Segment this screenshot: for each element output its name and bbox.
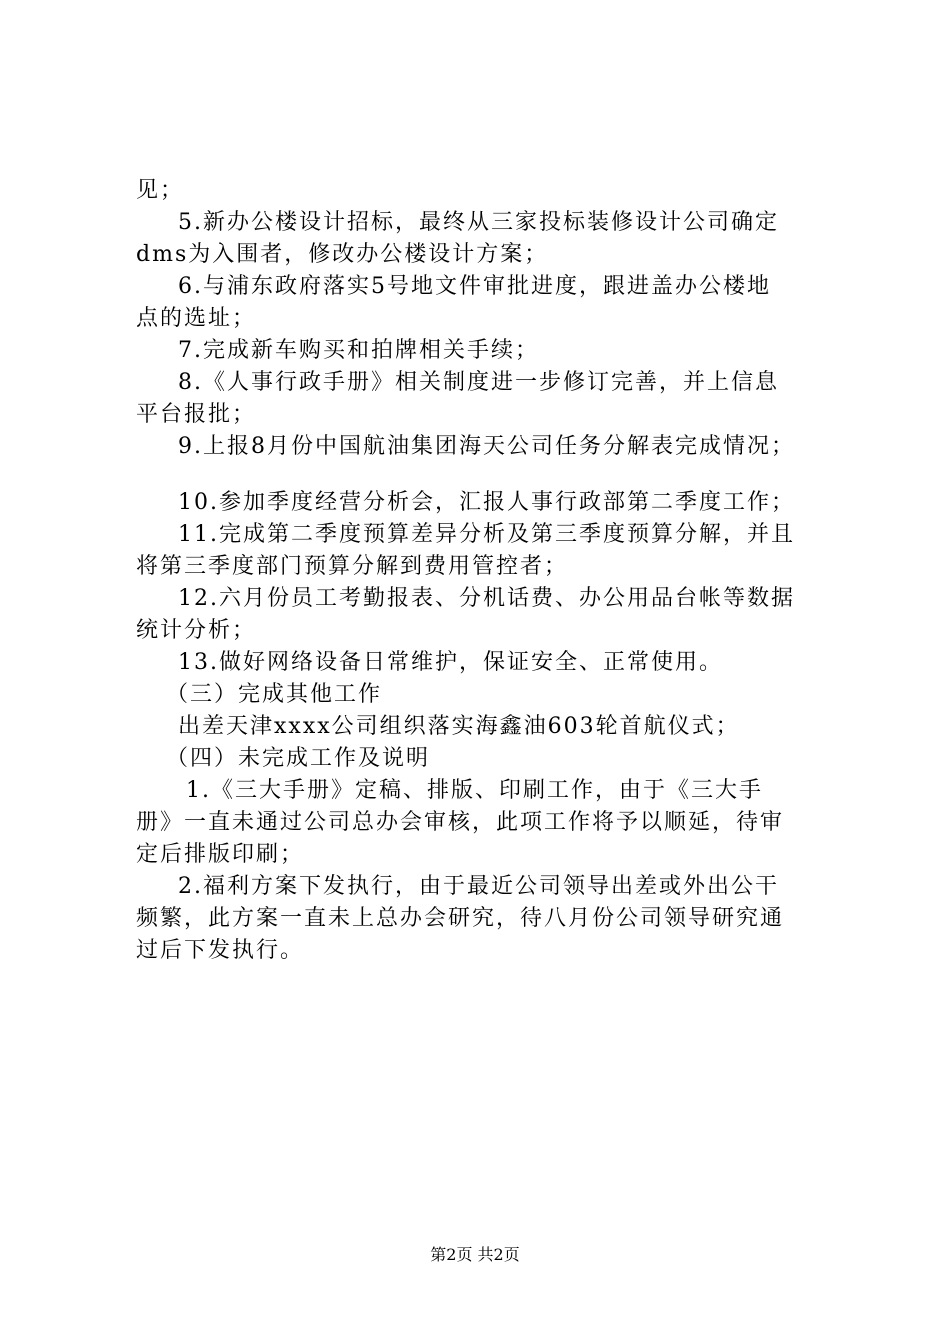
text-line: 9.上报8月份中国航油集团海天公司任务分解表完成情况； [178, 434, 795, 459]
section-heading: （三）完成其他工作 [166, 682, 383, 707]
text-line: 见； [136, 178, 185, 203]
text-line: 8.《人事行政手册》相关制度进一步修订完善，并上信息 [178, 370, 779, 395]
text-line: 频繁，此方案一直未上总办会研究，待八月份公司领导研究通 [136, 906, 785, 931]
text-line: 将第三季度部门预算分解到费用管控者； [136, 554, 569, 579]
page-footer: 第2页 共2页 [430, 1245, 520, 1264]
text-line: 7.完成新车购买和拍牌相关手续； [178, 338, 539, 363]
text-line: 12.六月份员工考勤报表、分机话费、办公用品台帐等数据 [178, 586, 795, 611]
text-line: 出差天津xxxx公司组织落实海鑫油603轮首航仪式； [178, 714, 740, 739]
text-line: 6.与浦东政府落实5号地文件审批进度，跟进盖办公楼地 [178, 274, 771, 299]
text-line: 5.新办公楼设计招标，最终从三家投标装修设计公司确定 [178, 210, 779, 235]
text-line: 统计分析； [136, 618, 257, 643]
text-line: 11.完成第二季度预算差异分析及第三季度预算分解，并且 [178, 522, 795, 547]
text-line: dms为入围者，修改办公楼设计方案； [136, 242, 549, 267]
text-line: 平台报批； [136, 402, 257, 427]
text-line: 10.参加季度经营分析会，汇报人事行政部第二季度工作； [178, 490, 795, 515]
text-line: 过后下发执行。 [136, 938, 305, 963]
text-line: 2.福利方案下发执行，由于最近公司领导出差或外出公干 [178, 874, 779, 899]
text-line: 13.做好网络设备日常维护，保证安全、正常使用。 [178, 650, 723, 675]
text-line: 定后排版印刷； [136, 842, 305, 867]
text-line: 册》一直未通过公司总办会审核，此项工作将予以顺延，待审 [136, 810, 785, 835]
text-line: 1.《三大手册》定稿、排版、印刷工作，由于《三大手 [186, 778, 763, 803]
section-heading: （四）未完成工作及说明 [166, 746, 431, 771]
text-line: 点的选址； [136, 306, 257, 331]
